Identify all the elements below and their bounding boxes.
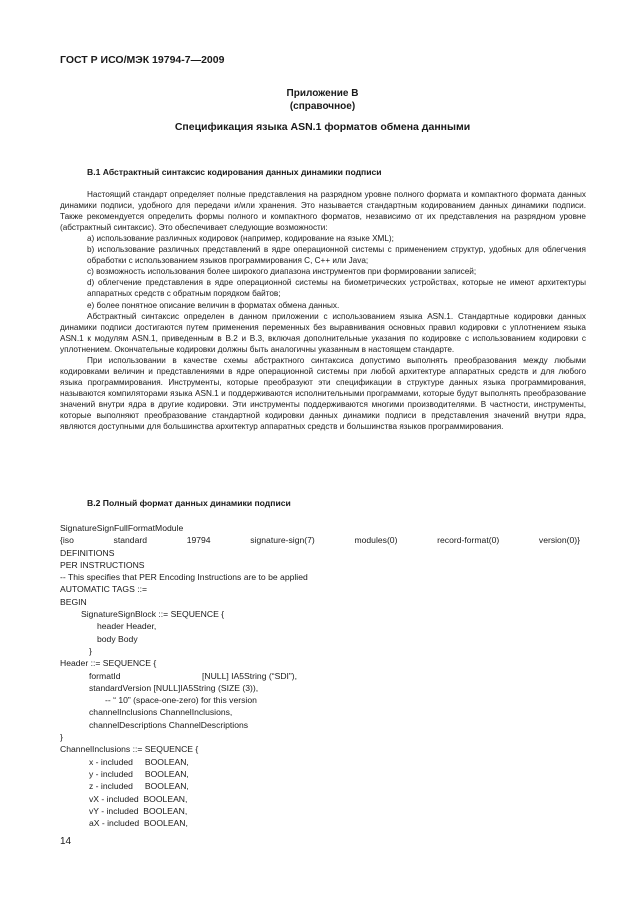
code-line: {iso standard 19794 signature-sign(7) modules(0) record-format(0) version(0)} xyxy=(60,535,580,546)
list-item: с) возможность использования более широкого диапазона инструментов при формировании записей; xyxy=(87,267,477,277)
code-line: aX - included BOOLEAN, xyxy=(89,818,188,829)
code-line: ChannelInclusions ::= SEQUENCE { xyxy=(60,744,199,755)
code-line: -- This specifies that PER Encoding Instructions are to be applied xyxy=(60,572,308,583)
paragraph: Настоящий стандарт определяет полные представления на разрядном уровне полного формата и компактного формата данных динамики подписи, удобного для передачи и/или хранения. Это называется стандартным кодированием данных динамики подписи. Также рекомендуется определить формы полного и компактного форматов, независимо от их представления на разрядном уровне (абстрактный синтаксис). Это обеспечивает следующие возможности: xyxy=(60,190,586,233)
code-line: z - included BOOLEAN, xyxy=(89,781,189,792)
appendix-label xyxy=(60,87,585,113)
code-line xyxy=(60,670,580,682)
code-line: BEGIN xyxy=(60,596,87,607)
list-item: b) использование различных представлений в ядре операционной системы с применением структур, удобных для облегчения обработки с использованием языков программирования С, С++ или Java; xyxy=(87,245,586,266)
paragraph: Абстрактный синтаксис определен в данном приложении с использованием языка ASN.1. Стандартные кодировки данных динамики подписи достигаются путем применения переменных без выравнивания основных правил кодировки с уплотнением языка ASN.1 к модулям ASN.1, приведенным в В.2 и В.3, включая дополнительные указания по кодировке с использованием кодировки с уплотнением. Окончательные кодировки должны быть аналогичны указанным в настоящем стандарте. xyxy=(60,311,586,354)
code-line: channelDescriptions ChannelDescriptions xyxy=(89,719,249,730)
section-2-heading: В.2 Полный формат данных динамики подписи xyxy=(87,498,291,508)
code-line: y - included BOOLEAN, xyxy=(89,768,189,779)
section-1-heading: В.1 Абстрактный синтаксис кодирования данных динамики подписи xyxy=(87,167,382,177)
code-line: } xyxy=(60,732,63,743)
appendix-title: Приложение В xyxy=(286,88,359,99)
code-line: vY - included BOOLEAN, xyxy=(89,805,188,816)
code-line: DEFINITIONS xyxy=(60,547,115,558)
page-number: 14 xyxy=(60,836,72,847)
code-line: Header ::= SEQUENCE { xyxy=(60,658,157,669)
code-line: standardVersion [NULL]IA5String (SIZE (3)), xyxy=(89,682,259,693)
page-title: Спецификация языка ASN.1 форматов обмена данными xyxy=(174,121,471,133)
code-line: } xyxy=(89,645,92,656)
code-line: x - included BOOLEAN, xyxy=(89,756,189,767)
code-line: PER INSTRUCTIONS xyxy=(60,559,145,570)
code-line: header Header, xyxy=(97,621,157,632)
section-2-heading-wrap xyxy=(60,498,586,509)
code-line: SignatureSignFullFormatModule xyxy=(60,523,184,533)
code-line: SignatureSignBlock ::= SEQUENCE { xyxy=(81,609,225,620)
code-line: body Body xyxy=(97,633,138,644)
list-item: а) использование различных кодировок (например, кодирование на языке XML); xyxy=(87,234,394,244)
code-line: -- “ 10” (space-one-zero) for this version xyxy=(105,695,257,706)
code-token: [NULL] IA5String (“SDI”), xyxy=(202,670,298,681)
list-item: е) более понятное описание величин в форматах обмена данных. xyxy=(87,300,340,310)
paragraph: При использовании в качестве схемы абстрактного синтаксиса допустимо выполнять преобразования между любыми кодировками величин и представлениями в ядре операционной системы при любой архитектуре аппаратных средств и для любого языка программирования. Инструменты, которые преобразуют эти спецификации в структуре данных языка программирования, называются компиляторами языка ASN.1 и поддерживаются исполнительными программами, которые будут выполнять преобразование значений внутри ядра в другие кодировки. Эти инструменты поддерживаются многими производителями. В частности, инструменты, которые выполняют преобразование стандартной кодировки данных динамики подписи в представления значений внутри ядра, являются доступными для большинства архитектур аппаратных средств и большинства языков программирования. xyxy=(60,355,586,432)
appendix-note: (справочное) xyxy=(289,101,356,112)
section-1 xyxy=(60,167,586,432)
code-token: formatId xyxy=(89,670,121,681)
standard-header: ГОСТ Р ИСО/МЭК 19794-7—2009 xyxy=(60,54,225,66)
code-line: vX - included BOOLEAN, xyxy=(89,793,188,804)
code-line: AUTOMATIC TAGS ::= xyxy=(60,584,147,595)
code-line: channelInclusions ChannelInclusions, xyxy=(89,707,233,718)
asn1-code-block xyxy=(60,522,580,829)
list-item: d) облегчение представления в ядре операционной системы на биометрических устройствах, которые не имеют архитектуры аппаратных средств с обратным порядком байтов; xyxy=(87,278,586,299)
